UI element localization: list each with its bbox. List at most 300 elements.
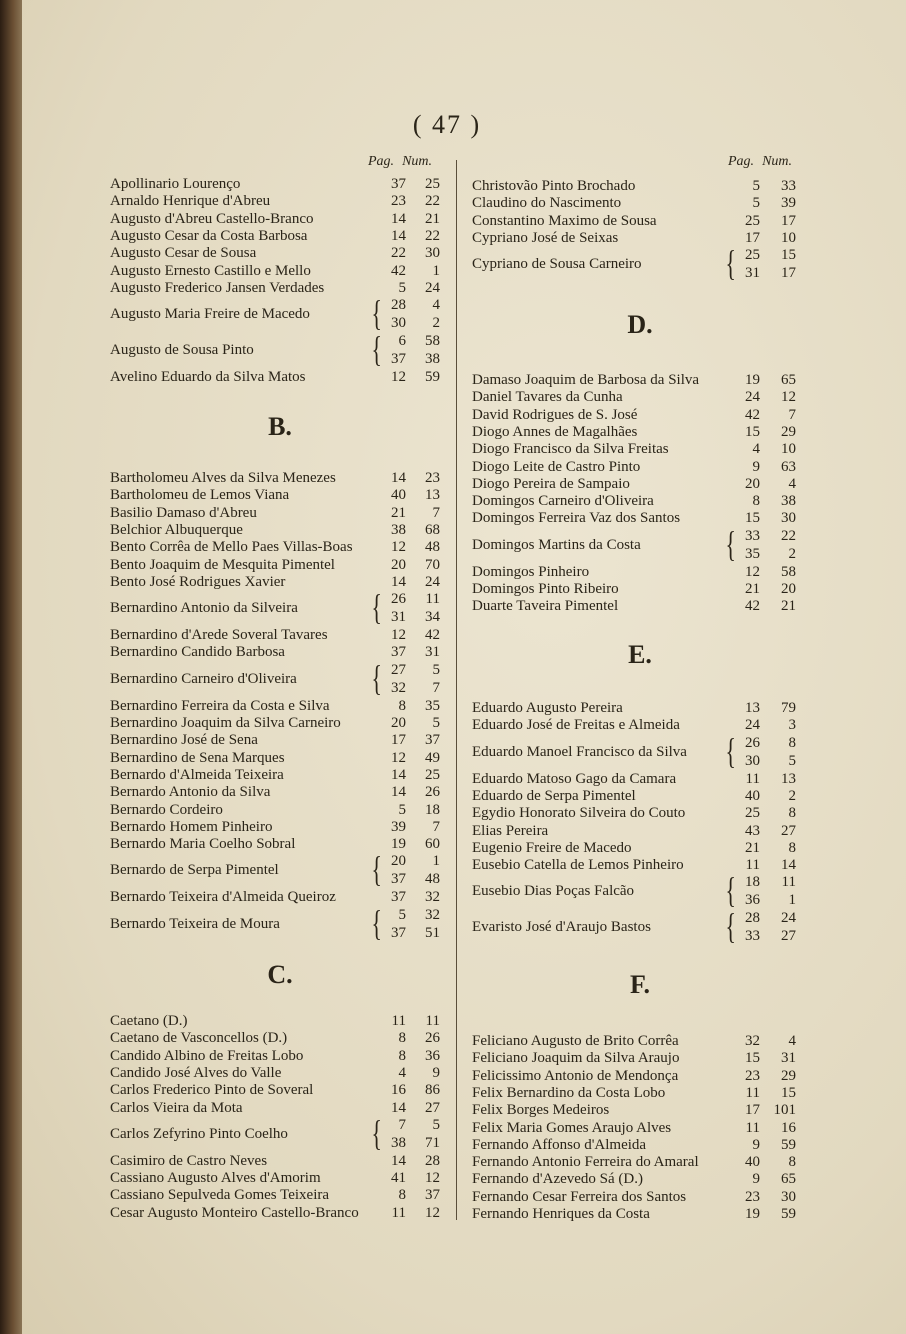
entry-name: Augusto Frederico Jansen Verdades [110, 279, 325, 296]
entry-number: 12 [425, 1204, 440, 1221]
entry-name: Bartholomeu Alves da Silva Menezes [110, 470, 336, 486]
entry-page: 8 [398, 1047, 406, 1064]
entry-name: Fernando Cesar Ferreira dos Santos [472, 1188, 687, 1205]
entry-name: Apollinario Lourenço [110, 176, 241, 192]
entry-page: 5 [398, 279, 406, 296]
entry-page: 12 [745, 563, 760, 580]
entry-number: 24 [425, 279, 440, 296]
entry-name: Bernardino de Sena Marques [110, 749, 285, 766]
entry-page: 9 [752, 458, 760, 475]
entry-number: 39 [781, 195, 796, 212]
entry-page: 8 [398, 1187, 406, 1204]
entry-number: 26 [425, 1030, 440, 1047]
entry-page: 22 [391, 245, 406, 262]
brace-mark: { [371, 657, 382, 698]
brace-mark: { [371, 849, 382, 890]
entry-number: 20 [781, 581, 796, 597]
entry-number: 25 [425, 766, 440, 783]
entry-number: 1 [432, 262, 440, 279]
entry-number: 5 [432, 1116, 440, 1133]
entry-number: 7 [432, 818, 440, 835]
entry-page: 36 [745, 892, 760, 909]
entry-number: 8 [788, 1154, 796, 1171]
entry-name: Eusebio Dias Poças Falcão [472, 883, 635, 900]
entry-number: 11 [425, 1013, 440, 1029]
entry-page: 37 [391, 889, 406, 906]
entry-number: 1 [788, 892, 796, 909]
entry-name: Bento Corrêa de Mello Paes Villas-Boas [110, 539, 353, 556]
entry-number: 22 [425, 193, 440, 210]
entry-number: 29 [781, 1067, 796, 1084]
entry-name: Augusto Cesar da Costa Barbosa [110, 227, 308, 244]
entry-number: 65 [781, 1171, 796, 1188]
entry-page: 8 [752, 493, 760, 510]
entry-number: 42 [425, 627, 440, 644]
entry-name: Eduardo Augusto Pereira [472, 700, 623, 716]
entry-name: Domingos Ferreira Vaz dos Santos [472, 510, 681, 527]
entry-page: 33 [745, 527, 760, 544]
entry-name: Cypriano José de Seixas [472, 229, 619, 246]
entry-number: 7 [432, 679, 440, 696]
entry-number: 27 [425, 1099, 440, 1116]
entry-name: Casimiro de Castro Neves [110, 1152, 268, 1169]
entry-number: 23 [425, 470, 440, 486]
entry-page: 16 [391, 1082, 406, 1099]
entry-number: 2 [788, 545, 796, 562]
entry-page: 14 [391, 1152, 406, 1169]
book-binding [0, 0, 22, 1334]
entry-number: 22 [425, 227, 440, 244]
entry-page: 40 [391, 487, 406, 504]
entry-page: 42 [391, 262, 406, 279]
entry-page: 21 [745, 839, 760, 856]
entry-name: Bernardino Ferreira da Costa e Silva [110, 697, 330, 714]
index-entry [450, 906, 796, 947]
entry-number: 27 [781, 928, 796, 945]
entry-page: 14 [391, 784, 406, 801]
entry-name: Belchior Albuquerque [110, 521, 243, 538]
entry-page: 12 [391, 369, 406, 386]
entry-page: 13 [745, 700, 760, 716]
entry-name: Candido José Alves do Valle [110, 1064, 282, 1081]
entry-page: 31 [391, 609, 406, 626]
entry-number: 60 [425, 836, 440, 853]
entry-name: Carlos Zefyrino Pinto Coelho [110, 1125, 288, 1142]
entry-number: 15 [781, 1084, 796, 1101]
entry-name: Egydio Honorato Silveira do Couto [472, 805, 686, 822]
entry-number: 8 [788, 805, 796, 822]
entry-page: 26 [745, 734, 760, 751]
entry-page: 5 [752, 195, 760, 212]
entry-page: 14 [391, 227, 406, 244]
entry-name: Diogo Leite de Castro Pinto [472, 458, 641, 475]
entry-page: 14 [391, 573, 406, 590]
brace-mark: { [725, 906, 736, 947]
entry-number: 4 [788, 1033, 796, 1049]
entry-page: 17 [745, 229, 760, 246]
entry-name: Felix Maria Gomes Araujo Alves [472, 1119, 672, 1136]
entry-page: 19 [745, 372, 760, 388]
entry-name: Augusto Maria Freire de Macedo [110, 306, 310, 323]
entry-page: 20 [391, 853, 406, 870]
entry-number: 18 [425, 801, 440, 818]
entry-number: 7 [432, 504, 440, 521]
entry-name: Fernando Henriques da Costa [472, 1206, 650, 1222]
entry-name: Damaso Joaquim de Barbosa da Silva [472, 372, 700, 388]
entry-page: 19 [391, 836, 406, 853]
entry-name: Bento José Rodrigues Xavier [110, 573, 286, 590]
brace-mark: { [371, 293, 382, 334]
entry-name: Eduardo Matoso Gago da Camara [472, 770, 677, 787]
entry-page: 37 [391, 871, 406, 888]
entry-name: Diogo Annes de Magalhães [472, 423, 638, 440]
entry-page: 15 [745, 510, 760, 527]
entry-number: 9 [432, 1064, 440, 1081]
entry-page: 20 [391, 715, 406, 731]
entry-number: 38 [425, 351, 440, 368]
entry-name: Bernardino Candido Barbosa [110, 644, 285, 661]
entry-name: Augusto de Sousa Pinto [110, 342, 254, 359]
entry-name: Cassiano Augusto Alves d'Amorim [110, 1170, 321, 1187]
entry-number: 38 [781, 493, 796, 510]
entry-name: Caetano de Vasconcellos (D.) [110, 1030, 288, 1047]
entry-page: 14 [391, 210, 406, 227]
index-entry [110, 849, 450, 890]
entry-number: 5 [788, 752, 796, 769]
entry-name: Domingos Carneiro d'Oliveira [472, 493, 654, 510]
entry-name: Bernardino d'Arede Soveral Tavares [110, 627, 328, 644]
entry-name: Fernando Affonso d'Almeida [472, 1136, 647, 1153]
entry-number: 37 [425, 1187, 440, 1204]
page-number: ( 47 ) [412, 110, 482, 139]
entry-name: Bento Joaquim de Mesquita Pimentel [110, 556, 335, 573]
index-entry [110, 1112, 450, 1153]
entry-page: 40 [745, 787, 760, 804]
entry-page: 14 [391, 766, 406, 783]
entry-page: 24 [745, 717, 760, 734]
index-entry [110, 293, 450, 334]
entry-name: Duarte Taveira Pimentel [472, 598, 619, 615]
entry-number: 21 [425, 210, 440, 227]
entry-number: 51 [425, 924, 440, 941]
entry-number: 27 [781, 822, 796, 839]
entry-name: Eugenio Freire de Macedo [472, 839, 632, 856]
entry-number: 11 [425, 591, 440, 608]
entry-page: 12 [391, 749, 406, 766]
entry-number: 58 [781, 563, 796, 580]
entry-number: 21 [781, 598, 796, 615]
entry-number: 5 [432, 715, 440, 731]
entry-name: Domingos Pinheiro [472, 563, 590, 580]
entry-number: 17 [781, 212, 796, 229]
entry-number: 7 [788, 406, 796, 423]
section-letter: F. [630, 970, 650, 999]
column-header: Pag. Num. [728, 154, 793, 169]
entry-page: 9 [752, 1136, 760, 1153]
entry-page: 4 [398, 1064, 406, 1081]
index-entry [110, 329, 450, 370]
index-entry [450, 730, 796, 771]
entry-name: Constantino Maximo de Sousa [472, 212, 657, 229]
entry-page: 7 [398, 1116, 406, 1133]
entry-number: 68 [425, 521, 440, 538]
entry-number: 30 [425, 245, 440, 262]
entry-number: 32 [425, 889, 440, 906]
entry-number: 24 [425, 573, 440, 590]
entry-page: 25 [745, 805, 760, 822]
entry-number: 58 [425, 333, 440, 350]
entry-number: 63 [781, 458, 796, 475]
entry-name: Evaristo José d'Araujo Bastos [472, 919, 651, 936]
entry-number: 17 [781, 265, 796, 282]
entry-name: Claudino do Nascimento [472, 195, 622, 212]
entry-number: 13 [781, 770, 796, 787]
entry-number: 59 [781, 1136, 796, 1153]
entry-number: 65 [781, 372, 796, 388]
entry-number: 79 [781, 700, 796, 716]
entry-page: 5 [398, 801, 406, 818]
entry-number: 1 [432, 853, 440, 870]
entry-number: 49 [425, 749, 440, 766]
entry-name: Eduardo José de Freitas e Almeida [472, 717, 680, 734]
entry-number: 14 [781, 857, 796, 874]
index-entry [110, 902, 450, 943]
index-entry [450, 243, 796, 284]
entry-page: 30 [745, 752, 760, 769]
entry-page: 18 [745, 874, 760, 891]
entry-name: Bernardo Homem Pinheiro [110, 818, 273, 835]
entry-number: 2 [432, 315, 440, 332]
entry-page: 28 [745, 910, 760, 927]
brace-mark: { [371, 329, 382, 370]
entry-name: Fernando Antonio Ferreira do Amaral [472, 1154, 699, 1171]
entry-page: 17 [745, 1102, 760, 1119]
entry-name: Felix Borges Medeiros [472, 1102, 610, 1119]
entry-name: Augusto Ernesto Castillo e Mello [110, 262, 311, 279]
entry-page: 17 [391, 732, 406, 749]
entry-number: 28 [425, 1152, 440, 1169]
entry-number: 24 [781, 910, 796, 927]
brace-mark: { [725, 730, 736, 771]
entry-number: 32 [425, 906, 440, 923]
entry-page: 23 [745, 1188, 760, 1205]
entry-page: 26 [391, 591, 406, 608]
entry-page: 39 [391, 818, 406, 835]
entry-name: Fernando d'Azevedo Sá (D.) [472, 1171, 643, 1188]
entry-number: 36 [425, 1047, 440, 1064]
entry-number: 5 [432, 661, 440, 678]
entry-page: 11 [391, 1204, 406, 1221]
entry-page: 38 [391, 1134, 406, 1151]
entry-number: 12 [781, 389, 796, 406]
entry-page: 11 [391, 1013, 406, 1029]
entry-number: 48 [425, 539, 440, 556]
index-entry [110, 587, 450, 628]
entry-page: 37 [391, 351, 406, 368]
entry-page: 32 [391, 679, 406, 696]
entry-name: Bernardo Teixeira de Moura [110, 915, 280, 932]
entry-page: 42 [745, 598, 760, 615]
entry-number: 70 [425, 556, 440, 573]
brace-mark: { [371, 587, 382, 628]
entry-number: 30 [781, 510, 796, 527]
entry-name: Daniel Tavares da Cunha [472, 389, 623, 406]
entry-name: Bernardo Cordeiro [110, 801, 223, 818]
entry-page: 23 [391, 193, 406, 210]
entry-page: 11 [745, 770, 760, 787]
entry-page: 30 [391, 315, 406, 332]
entry-page: 25 [745, 247, 760, 264]
entry-page: 28 [391, 297, 406, 314]
entry-number: 31 [425, 644, 440, 661]
entry-page: 15 [745, 1050, 760, 1067]
entry-name: Diogo Pereira de Sampaio [472, 475, 630, 492]
entry-number: 26 [425, 784, 440, 801]
entry-name: Arnaldo Henrique d'Abreu [110, 193, 271, 210]
entry-name: Candido Albino de Freitas Lobo [110, 1047, 304, 1064]
section-letter: B. [268, 412, 292, 441]
index-entry [450, 870, 796, 911]
entry-page: 14 [391, 1099, 406, 1116]
entry-page: 20 [391, 556, 406, 573]
entry-name: Bernardino José de Sena [110, 732, 258, 749]
entry-number: 86 [425, 1082, 440, 1099]
entry-page: 24 [745, 389, 760, 406]
entry-name: Carlos Vieira da Mota [110, 1099, 243, 1116]
entry-number: 11 [781, 874, 796, 891]
entry-page: 27 [391, 661, 406, 678]
entry-number: 4 [432, 297, 440, 314]
entry-page: 20 [745, 475, 760, 492]
entry-number: 31 [781, 1050, 796, 1067]
entry-name: Domingos Martins da Costa [472, 536, 641, 553]
entry-number: 33 [781, 178, 796, 194]
entry-number: 10 [781, 229, 796, 246]
entry-name: Elias Pereira [472, 822, 549, 839]
column-header: Pag. Num. [368, 154, 433, 169]
entry-name: Bernardo de Serpa Pimentel [110, 862, 279, 879]
entry-number: 101 [773, 1102, 796, 1119]
entry-name: Carlos Frederico Pinto de Soveral [110, 1082, 314, 1099]
entry-number: 8 [788, 734, 796, 751]
entry-name: Feliciano Joaquim da Silva Araujo [472, 1050, 680, 1067]
entry-page: 37 [391, 644, 406, 661]
entry-page: 35 [745, 545, 760, 562]
entry-page: 37 [391, 176, 406, 192]
right-column [450, 150, 796, 1230]
brace-mark: { [725, 523, 736, 564]
entry-page: 8 [398, 1030, 406, 1047]
entry-page: 21 [745, 581, 760, 597]
entry-page: 8 [398, 697, 406, 714]
entry-name: Basilio Damaso d'Abreu [110, 504, 257, 521]
entry-page: 25 [745, 212, 760, 229]
brace-mark: { [725, 870, 736, 911]
entry-name: Avelino Eduardo da Silva Matos [110, 369, 306, 386]
entry-number: 15 [781, 247, 796, 264]
entry-name: Bernardo Maria Coelho Sobral [110, 836, 296, 853]
entry-name: Augusto d'Abreu Castello-Branco [110, 210, 314, 227]
entry-name: Cassiano Sepulveda Gomes Teixeira [110, 1187, 330, 1204]
entry-page: 9 [752, 1171, 760, 1188]
entry-number: 29 [781, 423, 796, 440]
brace-mark: { [371, 902, 382, 943]
brace-mark: { [371, 1112, 382, 1153]
entry-page: 42 [745, 406, 760, 423]
entry-number: 3 [788, 717, 796, 734]
entry-number: 8 [788, 839, 796, 856]
entry-number: 37 [425, 732, 440, 749]
entry-page: 5 [752, 178, 760, 194]
entry-number: 12 [425, 1170, 440, 1187]
entry-page: 5 [398, 906, 406, 923]
entry-page: 32 [745, 1033, 760, 1049]
entry-page: 37 [391, 924, 406, 941]
entry-name: Eusebio Catella de Lemos Pinheiro [472, 857, 684, 874]
entry-number: 10 [781, 441, 796, 458]
entry-number: 71 [425, 1134, 440, 1151]
entry-number: 59 [425, 369, 440, 386]
entry-name: Bernardino Joaquim da Silva Carneiro [110, 715, 341, 731]
entry-number: 48 [425, 871, 440, 888]
index-entry [450, 523, 796, 564]
entry-name: Eduardo de Serpa Pimentel [472, 787, 636, 804]
entry-page: 4 [752, 441, 760, 458]
entry-page: 12 [391, 627, 406, 644]
entry-name: Christovão Pinto Brochado [472, 178, 636, 194]
entry-name: Domingos Pinto Ribeiro [472, 581, 619, 597]
entry-name: Bartholomeu de Lemos Viana [110, 487, 290, 504]
entry-name: Bernardo d'Almeida Teixeira [110, 766, 284, 783]
entry-page: 41 [391, 1170, 406, 1187]
entry-page: 11 [745, 1119, 760, 1136]
entry-number: 13 [425, 487, 440, 504]
index-entry [110, 657, 450, 698]
entry-number: 2 [788, 787, 796, 804]
entry-page: 33 [745, 928, 760, 945]
entry-page: 15 [745, 423, 760, 440]
entry-name: Cypriano de Sousa Carneiro [472, 256, 642, 273]
entry-number: 25 [425, 176, 440, 192]
entry-name: Augusto Cesar de Sousa [110, 245, 257, 262]
section-letter: E. [628, 640, 652, 669]
entry-number: 4 [788, 475, 796, 492]
entry-number: 59 [781, 1206, 796, 1222]
entry-number: 34 [425, 609, 440, 626]
entry-number: 35 [425, 697, 440, 714]
entry-page: 43 [745, 822, 760, 839]
entry-page: 14 [391, 470, 406, 486]
entry-page: 11 [745, 857, 760, 874]
entry-page: 12 [391, 539, 406, 556]
entry-page: 19 [745, 1206, 760, 1222]
entry-page: 11 [745, 1084, 760, 1101]
index-page [22, 0, 906, 1334]
brace-mark: { [725, 243, 736, 284]
section-letter: C. [267, 960, 293, 989]
entry-number: 16 [781, 1119, 796, 1136]
entry-name: Felix Bernardino da Costa Lobo [472, 1084, 666, 1101]
entry-page: 23 [745, 1067, 760, 1084]
entry-name: Feliciano Augusto de Brito Corrêa [472, 1033, 679, 1049]
entry-name: Caetano (D.) [110, 1013, 188, 1029]
entry-name: David Rodrigues de S. José [472, 406, 638, 423]
entry-page: 6 [398, 333, 406, 350]
left-column [110, 150, 450, 1230]
entry-page: 38 [391, 521, 406, 538]
entry-page: 31 [745, 265, 760, 282]
entry-name: Diogo Francisco da Silva Freitas [472, 441, 669, 458]
